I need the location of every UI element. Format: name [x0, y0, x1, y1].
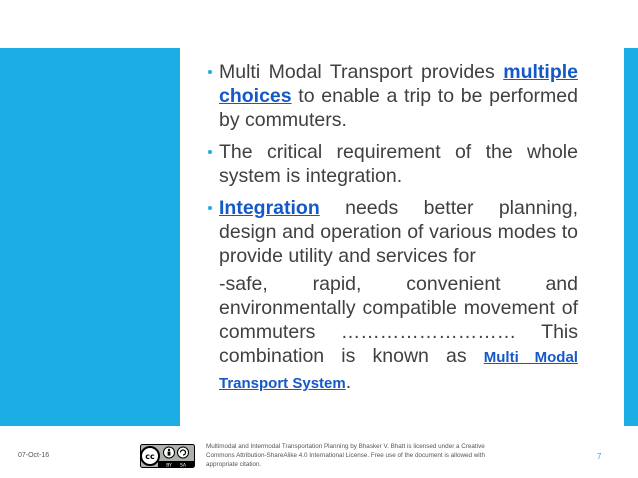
bullet-dot-icon: [208, 70, 212, 74]
bullet-3: [206, 196, 578, 268]
slide-body: [206, 60, 578, 396]
right-edge-bar: [624, 48, 638, 426]
summary-paragraph: [206, 272, 578, 396]
footer-date: 07-Oct-16: [18, 452, 50, 459]
cc-label: cc: [145, 452, 155, 461]
bullet-dot-icon: [208, 150, 212, 154]
summary-end: .: [345, 371, 352, 393]
multiple-choices-link[interactable]: multiple choices: [219, 61, 578, 107]
integration-link[interactable]: Integration: [219, 197, 320, 219]
summary-text: -safe, rapid, convenient and environmentally compatible movement of commuters ……………………… This combination is known as: [219, 273, 578, 367]
bullet-1: [206, 60, 578, 132]
bullet-dot-icon: [208, 206, 212, 210]
bullet-1-text-after: to enable a trip to be performed by commuters.: [219, 85, 578, 131]
sa-label: SA: [179, 463, 187, 468]
bullet-2: [206, 140, 578, 188]
page-number: 7: [597, 452, 602, 461]
bullet-2-text: The critical requirement of the whole system is integration.: [219, 141, 578, 187]
accent-panel: [0, 48, 180, 426]
sa-share-alike-icon: [178, 447, 189, 458]
bullet-1-text-before: Multi Modal Transport provides: [219, 61, 504, 83]
footer-license-text: Multimodal and Intermodal Transportation Planning by Bhasker V. Bhatt is licensed under a Creative Commons Attribution-ShareAlike 4.0 International License. Free use of the document is allowed with appropriate citation.: [206, 443, 485, 468]
by-label: BY: [166, 463, 172, 468]
cc-by-sa-license-icon: [140, 444, 195, 468]
multi-modal-transport-system-link[interactable]: Multi Modal Transport System: [219, 349, 578, 392]
bullet-3-text-after: needs better planning, design and operation of various modes to provide utility and services for: [219, 197, 578, 267]
